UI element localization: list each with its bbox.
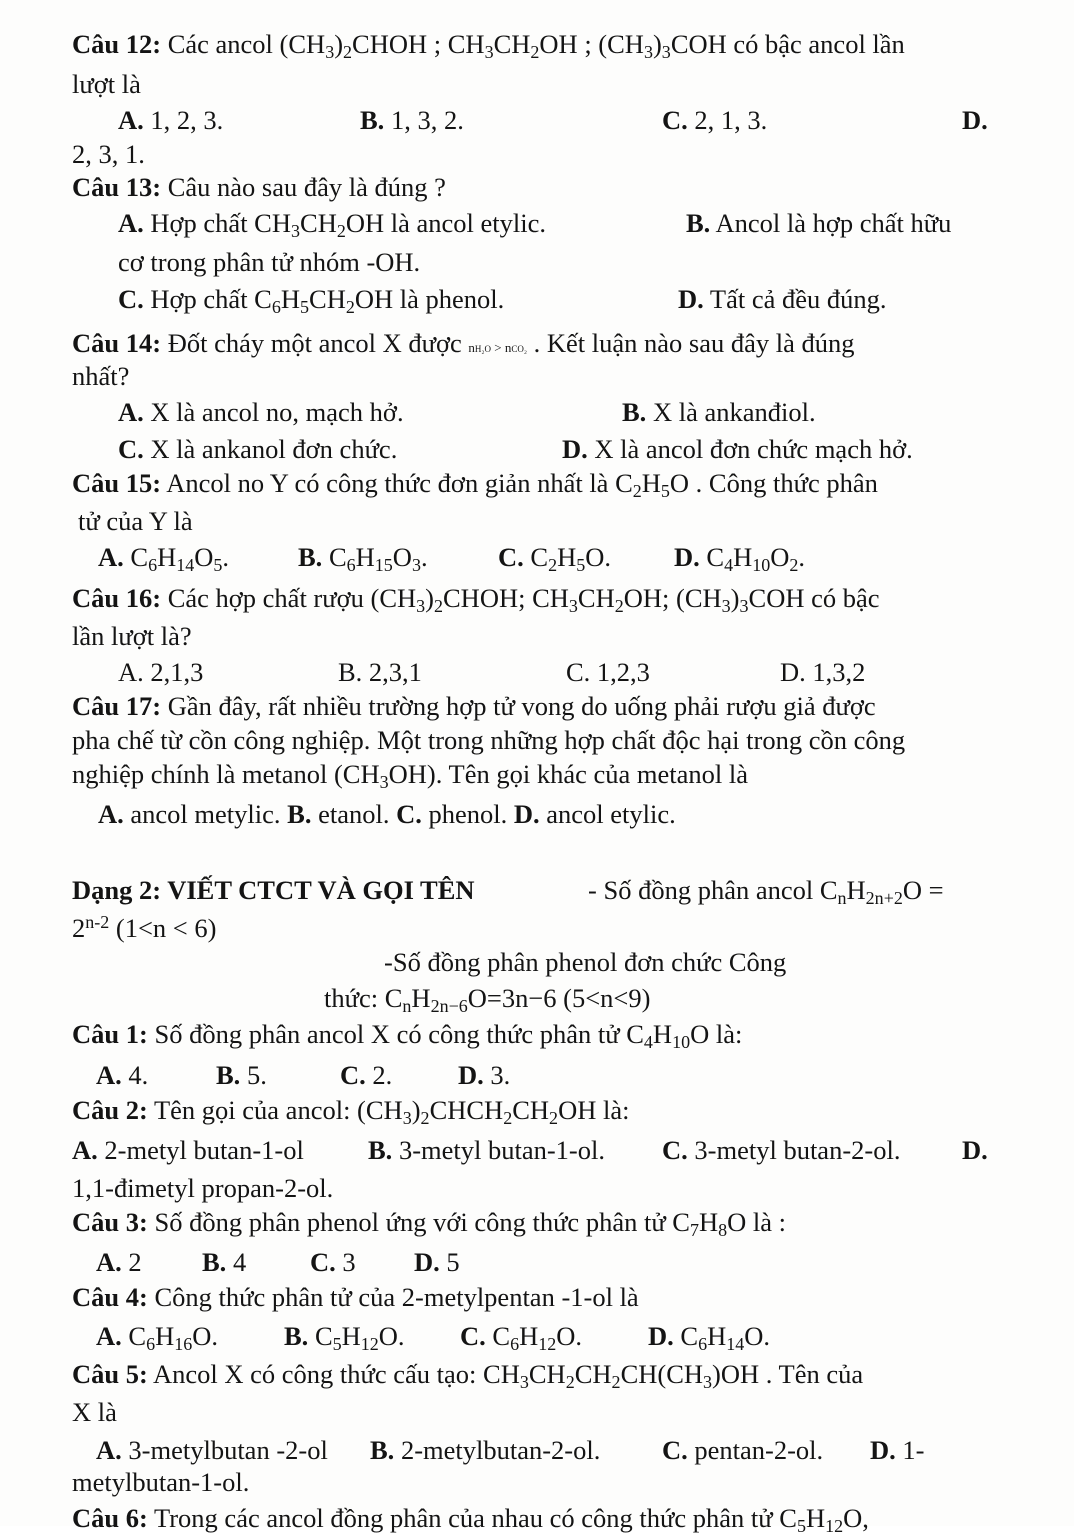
option-c: C. X là ankanol đơn chức. bbox=[118, 434, 398, 464]
option-d: D. 5 bbox=[414, 1247, 460, 1277]
options-row: A. ancol metylic. B. etanol. C. phenol. D. ancol etylic. bbox=[98, 799, 676, 829]
option-d: D. Tất cả đều đúng. bbox=[678, 284, 887, 314]
section-heading: Dạng 2: VIẾT CTCT VÀ GỌI TÊN bbox=[72, 875, 475, 905]
option-d: D. bbox=[962, 105, 988, 135]
option-a: A. 2 bbox=[96, 1247, 142, 1277]
question-15: Câu 15: Ancol no Y có công thức đơn giản nhất là $C_2H_5O$ . Công thức phân bbox=[72, 468, 878, 502]
option-b: B. $C_6H_{15}O_3$. bbox=[298, 542, 428, 576]
question-17: Câu 17: Gần đây, rất nhiều trường hợp tử vong do uống phải rượu giả được bbox=[72, 691, 876, 721]
option-d: D. $C_4H_{10}O_2$. bbox=[674, 542, 806, 576]
option-d: D. 1,3,2 bbox=[780, 657, 866, 687]
option-c: C. 2, 1, 3. bbox=[662, 105, 768, 135]
option-c: C. Hợp chất $C_6H_5CH_2OH$ là phenol. bbox=[118, 284, 505, 318]
option-a: A. X là ancol no, mạch hở. bbox=[118, 397, 404, 427]
option-b: B. 2,3,1 bbox=[338, 657, 422, 687]
option-a: A. $C_6H_{16}O$. bbox=[96, 1321, 219, 1355]
question-text-continued: lượt là bbox=[72, 69, 141, 99]
option-c: C. 1,2,3 bbox=[566, 657, 650, 687]
option-b-continued: cơ trong phân tử nhóm -OH. bbox=[118, 247, 421, 277]
option-c: C. 3 bbox=[310, 1247, 356, 1277]
question-3: Câu 3: Số đồng phân phenol ứng với công thức phân tử $C_7H_8O$ là : bbox=[72, 1207, 787, 1241]
option-b: B. Ancol là hợp chất hữu bbox=[686, 208, 952, 238]
option-a: A. $C_6H_{14}O_5$. bbox=[98, 542, 230, 576]
option-c: C. $C_6H_{12}O$. bbox=[460, 1321, 583, 1355]
option-b: B. $C_5H_{12}O$. bbox=[284, 1321, 405, 1355]
question-13: Câu 13: Câu nào sau đây là đúng ? bbox=[72, 172, 446, 202]
option-b: B. X là ankanđiol. bbox=[622, 397, 816, 427]
question-label: Câu 12: bbox=[72, 29, 162, 59]
isomer-formula-phenol-value: thức: $C_nH_{2n-6}O=3n-6$ (5<n<9) bbox=[324, 983, 651, 1017]
option-a: A. 1, 2, 3. bbox=[118, 105, 224, 135]
option-a: A. 4. bbox=[96, 1060, 149, 1090]
question-2: Câu 2: Tên gọi của ancol: $(CH_3)_2CHCH_2CH_2OH$ là: bbox=[72, 1095, 630, 1129]
option-d-continued: metylbutan-1-ol. bbox=[72, 1467, 250, 1497]
option-d: D. X là ancol đơn chức mạch hở. bbox=[562, 434, 913, 464]
isomer-formula-ancol-value: 2$^{n-2}$ (1<n < 6) bbox=[72, 912, 217, 943]
question-text-continued: tử của Y là bbox=[78, 506, 193, 536]
option-d-answer: 1,1-đimetyl propan-2-ol. bbox=[72, 1173, 334, 1203]
option-d: D. 3. bbox=[458, 1060, 511, 1090]
question-5: Câu 5: Ancol X có công thức cấu tạo: $CH_3CH_2CH_2CH(CH_3)OH$ . Tên của bbox=[72, 1359, 864, 1393]
option-c: C. pentan-2-ol. bbox=[662, 1435, 824, 1465]
option-a: A. 2,1,3 bbox=[118, 657, 204, 687]
question-12: Câu 12: Các ancol $(CH_3)_2CHOH$ ; $CH_3CH_2OH$ ; $(CH_3)_3COH$ có bậc ancol lần bbox=[72, 29, 905, 63]
question-1: Câu 1: Số đồng phân ancol X có công thức phân tử $C_4H_{10}O$ là: bbox=[72, 1019, 743, 1053]
question-16: Câu 16: Các hợp chất rượu $(CH_3)_2CHOH$; $CH_3CH_2OH$; $(CH_3)_3COH$ có bậc bbox=[72, 583, 880, 617]
question-text-continued: lần lượt là? bbox=[72, 621, 192, 651]
question-6: Câu 6: Trong các ancol đồng phân của nhau có công thức phân tử $C_5H_{12}O$, bbox=[72, 1503, 869, 1536]
question-4: Câu 4: Công thức phân tử của 2-metylpentan -1-ol là bbox=[72, 1282, 639, 1312]
option-b: B. 3-metyl butan-1-ol. bbox=[368, 1135, 605, 1165]
option-a: A. 2-metyl butan-1-ol bbox=[72, 1135, 304, 1165]
option-d-answer: 2, 3, 1. bbox=[72, 139, 145, 169]
question-14: Câu 14: Đốt cháy một ancol X được nH₂O > nCO₂ . Kết luận nào sau đây là đúng bbox=[72, 328, 855, 358]
option-c: C. $C_2H_5O$. bbox=[498, 542, 612, 576]
isomer-formula-ancol: - Số đồng phân ancol $C_nH_{2n+2}O$ = bbox=[588, 875, 944, 909]
question-text-line: pha chế từ cồn công nghiệp. Một trong những hợp chất độc hại trong cồn công bbox=[72, 725, 906, 755]
question-text-line: nghiệp chính là metanol $(CH_3OH)$. Tên gọi khác của metanol là bbox=[72, 759, 748, 793]
cutoff-region bbox=[0, 1502, 1074, 1536]
question-text-continued: X là bbox=[72, 1397, 117, 1427]
isomer-formula-phenol: -Số đồng phân phenol đơn chức Công bbox=[384, 947, 787, 977]
option-b: B. 4 bbox=[202, 1247, 247, 1277]
option-b: B. 1, 3, 2. bbox=[360, 105, 464, 135]
option-a: A. 3-metylbutan -2-ol bbox=[96, 1435, 328, 1465]
option-b: B. 5. bbox=[216, 1060, 267, 1090]
option-c: C. 2. bbox=[340, 1060, 393, 1090]
option-a: A. Hợp chất $CH_3CH_2OH$ là ancol etylic. bbox=[118, 208, 547, 242]
option-d: D. $C_6H_{14}O$. bbox=[648, 1321, 771, 1355]
option-d: D. bbox=[962, 1135, 988, 1165]
option-c: C. 3-metyl butan-2-ol. bbox=[662, 1135, 901, 1165]
option-b: B. 2-metylbutan-2-ol. bbox=[370, 1435, 601, 1465]
question-text-continued: nhất? bbox=[72, 361, 130, 391]
option-d: D. 1- bbox=[870, 1435, 925, 1465]
